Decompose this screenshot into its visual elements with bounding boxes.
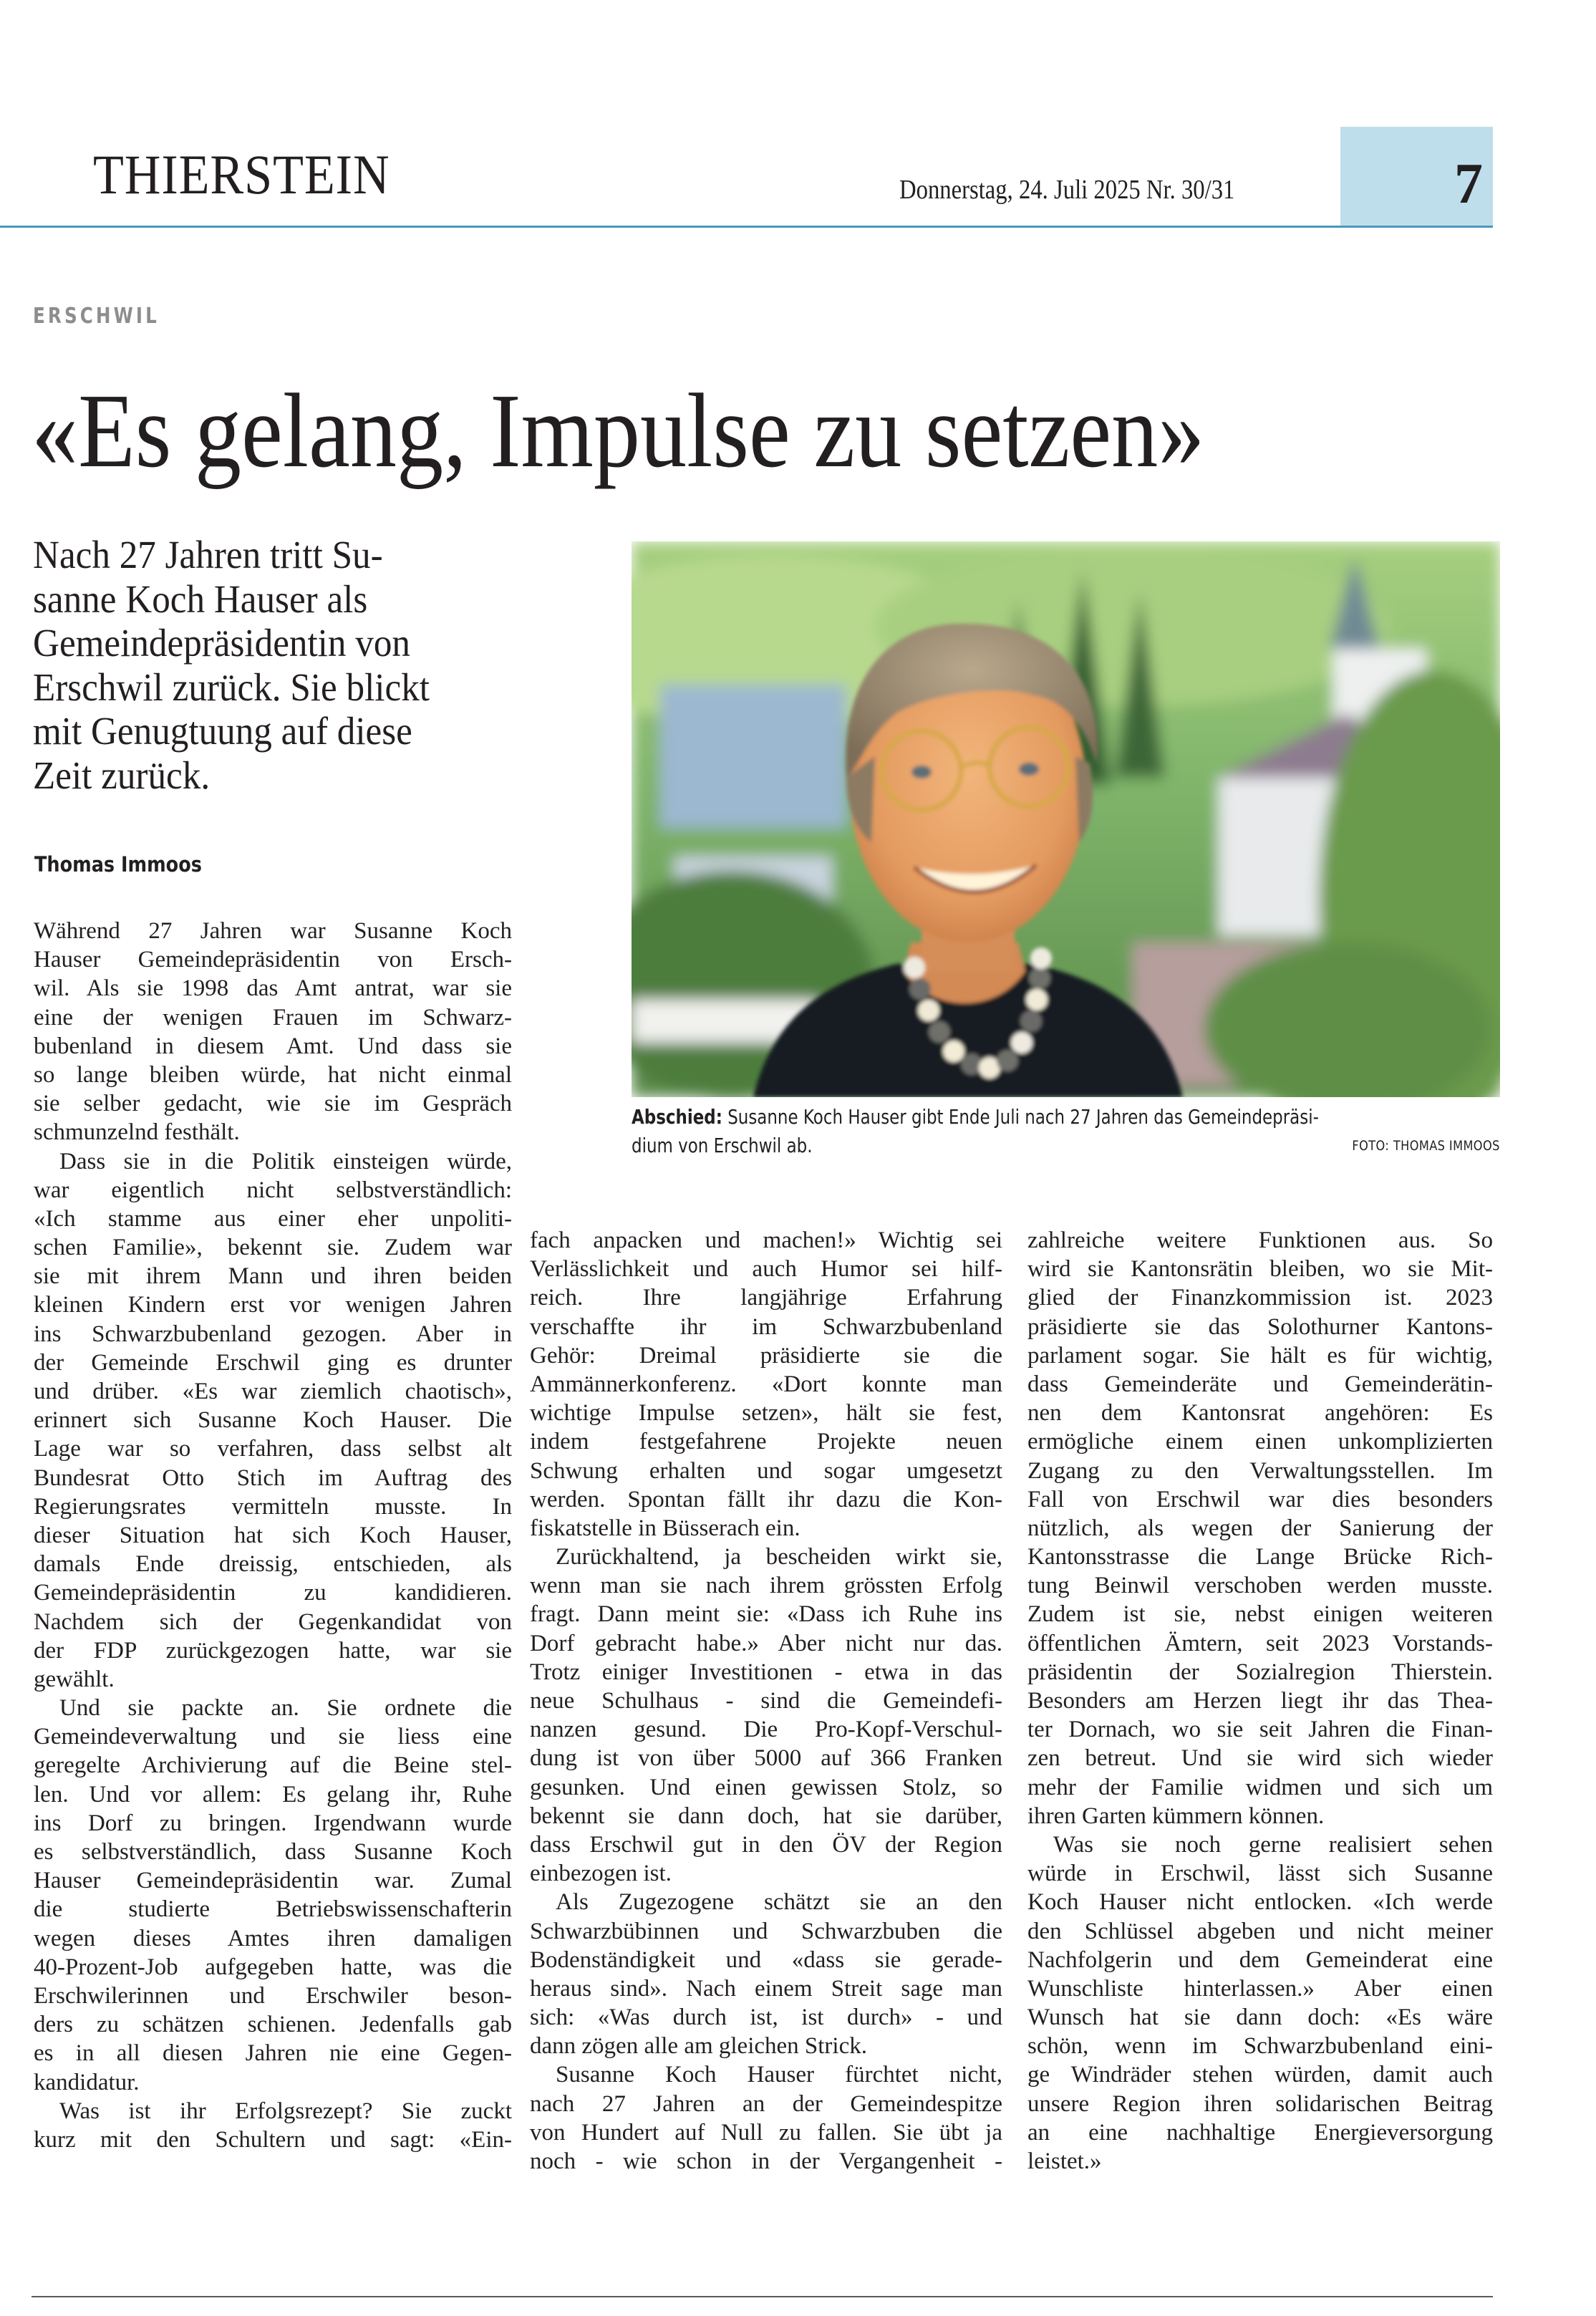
body-line: nach 27 Jahren an der Gemeindespitze <box>530 2090 1002 2117</box>
body-line: wenn man sie nach ihrem grössten Erfolg <box>530 1573 1002 1599</box>
body-line: damals Ende dreissig, entschieden, als <box>34 1551 512 1578</box>
caption-label: Abschied: <box>632 1105 722 1129</box>
body-line: unsere Region ihren solidarischen Beitrag <box>1027 2090 1493 2117</box>
body-line: gesunken. Und einen gewissen Stolz, so <box>530 1774 1002 1800</box>
header-rule <box>0 226 1493 228</box>
body-line: noch - wie schon in der Vergangenheit - <box>530 2148 1002 2174</box>
body-line: dass Gemeinderäte und Gemeinderätin- <box>1027 1371 1493 1397</box>
body-line: kleinen Kindern erst vor wenigen Jahren <box>34 1292 512 1318</box>
body-line: Verlässlichkeit und auch Humor sei hilf- <box>530 1256 1002 1283</box>
author-byline: Thomas Immoos <box>34 852 202 877</box>
body-line: Bundesrat Otto Stich im Auftrag des <box>34 1465 512 1491</box>
body-line: so lange bleiben würde, hat nicht einmal <box>34 1061 512 1088</box>
body-line: Gemeindepräsidentin zu kandidieren. <box>34 1580 512 1606</box>
body-line: geregelte Archivierung auf die Beine stel- <box>34 1752 512 1779</box>
lead-line: Gemeindepräsidentin von <box>33 621 410 665</box>
article-photo <box>632 541 1500 1097</box>
body-line: fiskatstelle in Büsserach ein. <box>530 1515 801 1541</box>
body-line: präsidierte sie das Solothurner Kantons- <box>1027 1313 1493 1340</box>
body-line: ins Schwarzbubenland gezogen. Aber in <box>34 1321 512 1347</box>
article-headline: «Es gelang, Impulse zu setzen» <box>32 372 1205 490</box>
body-line: ins Dorf zu bringen. Irgendwann wurde <box>34 1810 512 1836</box>
body-line: Hauser Gemeindepräsidentin von Ersch- <box>34 947 512 973</box>
body-column-1 <box>34 917 512 2154</box>
body-line: Was sie noch gerne realisiert sehen <box>1053 1831 1493 1858</box>
body-line: Gehör: Dreimal präsidierte sie die <box>530 1342 1002 1369</box>
body-line: war eigentlich nicht selbstverständlich: <box>34 1177 512 1203</box>
issue-date: Donnerstag, 24. Juli 2025 Nr. 30/31 <box>899 175 1235 205</box>
body-line: Nachdem sich der Gegenkandidat von <box>34 1608 512 1635</box>
body-line: der Gemeinde Erschwil ging es drunter <box>34 1349 512 1376</box>
photo-credit: FOTO: THOMAS IMMOOS <box>1352 1138 1500 1154</box>
body-line: Schwung erhalten und sogar umgesetzt <box>530 1457 1002 1484</box>
body-line: fach anpacken und machen!» Wichtig sei <box>530 1227 1002 1253</box>
body-line: heraus sind». Nach einem Streit sage man <box>530 1975 1002 2002</box>
body-line: «Ich stamme aus einer eher unpoliti- <box>34 1205 512 1232</box>
photo-caption <box>632 1103 1500 1160</box>
body-line: Erschwilerinnen und Erschwiler beson- <box>34 1982 512 2009</box>
body-line: Während 27 Jahren war Susanne Koch <box>34 918 512 944</box>
body-line: die studierte Betriebswissenschafterin <box>34 1896 512 1923</box>
body-line: Susanne Koch Hauser fürchtet nicht, <box>556 2062 1002 2088</box>
body-line: Hauser Gemeindepräsidentin war. Zumal <box>34 1868 512 1894</box>
body-line: Ammännerkonferenz. «Dort konnte man <box>530 1371 1002 1397</box>
body-line: schmunzelnd festhält. <box>34 1119 240 1146</box>
body-line: öffentlichen Ämtern, seit 2023 Vorstands- <box>1027 1630 1493 1656</box>
body-line: Was ist ihr Erfolgsrezept? Sie zuckt <box>59 2098 512 2124</box>
body-line: eine der wenigen Frauen im Schwarz- <box>34 1004 512 1031</box>
body-column-2 <box>530 1226 1002 2176</box>
body-line: wegen dieses Amtes ihren damaligen <box>34 1925 512 1951</box>
body-line: Regierungsrates vermitteln musste. In <box>34 1493 512 1520</box>
body-line: Wunsch hat sie dann doch: «Es wäre <box>1027 2004 1493 2031</box>
body-line: Zurückhaltend, ja bescheiden wirkt sie, <box>556 1544 1002 1570</box>
body-line: würde in Erschwil, lässt sich Susanne <box>1027 1861 1493 1887</box>
body-line: dann zögen alle am gleichen Strick. <box>530 2033 867 2060</box>
body-line: nen dem Kantonsrat angehören: Es <box>1027 1400 1493 1427</box>
body-line: Kantonsstrasse die Lange Brücke Rich- <box>1027 1544 1493 1570</box>
body-line: len. Und vor allem: Es gelang ihr, Ruhe <box>34 1781 512 1808</box>
body-line: Bodenständigkeit und «dass sie gerade- <box>530 1946 1002 1973</box>
body-line: Als Zugezogene schätzt sie an den <box>556 1889 1002 1916</box>
body-line: zahlreiche weitere Funktionen aus. So <box>1027 1227 1493 1253</box>
article-lead <box>33 533 548 797</box>
body-line: den Schlüssel abgeben und nicht meiner <box>1027 1918 1493 1944</box>
body-line: dieser Situation hat sich Koch Hauser, <box>34 1522 512 1548</box>
body-line: Gemeindeverwaltung und sie liess eine <box>34 1724 512 1750</box>
body-line: wichtige Impulse setzen», hält sie fest, <box>530 1400 1002 1427</box>
lead-line: Erschwil zurück. Sie blickt <box>33 665 430 709</box>
body-line: schen Familie», bekennt sie. Zudem war <box>34 1235 512 1261</box>
body-line: Koch Hauser nicht entlocken. «Ich werde <box>1027 1889 1493 1916</box>
body-line: an eine nachhaltige Energieversorgung <box>1027 2119 1493 2146</box>
body-line: kurz mit den Schultern und sagt: «Ein- <box>34 2126 512 2153</box>
body-line: bubenland in diesem Amt. Und dass sie <box>34 1033 512 1059</box>
body-line: ermögliche einem einen unkomplizierten <box>1027 1429 1493 1455</box>
body-line: indem festgefahrene Projekte neuen <box>530 1429 1002 1455</box>
body-line: schön, wenn im Schwarzbubenland eini- <box>1027 2033 1493 2060</box>
body-line: Zugang zu den Verwaltungsstellen. Im <box>1027 1457 1493 1484</box>
body-line: nanzen gesund. Die Pro-Kopf-Verschul- <box>530 1717 1002 1743</box>
body-line: und drüber. «Es war ziemlich chaotisch», <box>34 1379 512 1404</box>
body-line: wird sie Kantonsrätin bleiben, wo sie Mit- <box>1027 1256 1493 1283</box>
body-line: ders zu schätzen schienen. Jedenfalls gab <box>34 2012 512 2038</box>
footer-rule <box>32 2296 1493 2297</box>
body-line: nützlich, als wegen der Sanierung der <box>1027 1515 1493 1541</box>
page-number-box <box>1340 127 1493 226</box>
body-line: von Hundert auf Null zu fallen. Sie übt ja <box>530 2119 1002 2146</box>
body-line: ihren Garten kümmern können. <box>1027 1803 1325 1829</box>
body-line: es in all diesen Jahren nie eine Gegen- <box>34 2040 512 2067</box>
body-line: werden. Spontan fällt ihr dazu die Kon- <box>530 1486 1002 1512</box>
body-line: parlament sogar. Sie hält es für wichtig, <box>1027 1342 1493 1369</box>
body-line: fragt. Dann meint sie: «Dass ich Ruhe ins <box>530 1601 1002 1628</box>
section-title: THIERSTEIN <box>93 143 390 206</box>
lead-line: mit Genugtuung auf diese <box>33 709 412 753</box>
page-number: 7 <box>1454 153 1483 216</box>
body-line: neue Schulhaus - sind die Gemeindefi- <box>530 1688 1002 1714</box>
body-line: der FDP zurückgezogen hatte, war sie <box>34 1637 512 1664</box>
body-line: dass Erschwil gut in den ÖV der Region <box>530 1831 1002 1858</box>
body-line: Wunschliste hinterlassen.» Aber einen <box>1027 1975 1493 2002</box>
body-line: Zudem ist sie, nebst einigen weiteren <box>1027 1601 1493 1628</box>
body-line: Nachfolgerin und dem Gemeinderat eine <box>1027 1946 1493 1973</box>
body-line: erinnert sich Susanne Koch Hauser. Die <box>34 1407 512 1434</box>
lead-line: sanne Koch Hauser als <box>33 576 368 621</box>
lead-line: Nach 27 Jahren tritt Su- <box>33 533 383 576</box>
body-line: Lage war so verfahren, dass selbst alt <box>34 1436 512 1462</box>
body-line: Schwarzbübinnen und Schwarzbuben die <box>530 1918 1002 1944</box>
body-line: ter Dornach, wo sie seit Jahren die Finan- <box>1027 1717 1493 1743</box>
body-line: reich. Ihre langjährige Erfahrung <box>530 1285 1002 1311</box>
body-line: ge Windräder stehen würden, damit auch <box>1027 2062 1493 2088</box>
body-line: wil. Als sie 1998 das Amt antrat, war sie <box>34 975 512 1002</box>
body-column-3 <box>1027 1226 1493 2176</box>
caption-text: Susanne Koch Hauser gibt Ende Juli nach 27 Jahren das Gemeindepräsi- <box>722 1105 1319 1129</box>
caption-line <box>632 1103 1344 1132</box>
body-line: Besonders am Herzen liegt ihr das Thea- <box>1027 1688 1493 1714</box>
article-kicker: ERSCHWIL <box>33 304 160 329</box>
lead-line: Zeit zurück. <box>33 753 211 797</box>
body-line: Fall von Erschwil war dies besonders <box>1027 1486 1493 1512</box>
body-line: sie selber gedacht, wie sie im Gespräch <box>34 1091 512 1117</box>
body-line: 40-Prozent-Job aufgegeben hatte, was die <box>34 1954 512 1980</box>
body-line: Dorf gebracht habe.» Aber nicht nur das. <box>530 1630 1002 1656</box>
body-line: gewählt. <box>34 1666 115 1692</box>
body-line: Und sie packte an. Sie ordnete die <box>59 1695 512 1722</box>
body-line: zen betreut. Und sie wird sich wieder <box>1027 1745 1493 1772</box>
body-line: präsidentin der Sozialregion Thierstein. <box>1027 1659 1493 1685</box>
body-line: bekennt sie dann doch, hat sie darüber, <box>530 1803 1002 1829</box>
body-line: es selbstverständlich, dass Susanne Koch <box>34 1839 512 1865</box>
body-line: Trotz einiger Investitionen - etwa in das <box>530 1659 1002 1685</box>
body-line: verschaffte ihr im Schwarzbubenland <box>530 1313 1002 1340</box>
body-line: mehr der Familie widmen und sich um <box>1027 1774 1493 1800</box>
body-line: dung ist von über 5000 auf 366 Franken <box>530 1745 1002 1772</box>
body-line: einbezogen ist. <box>530 1861 672 1887</box>
body-line: kandidatur. <box>34 2069 140 2095</box>
body-line: leistet.» <box>1027 2148 1102 2174</box>
body-line: tung Beinwil verschoben werden musste. <box>1027 1573 1493 1599</box>
body-line: sich: «Was durch ist, ist durch» - und <box>530 2004 1002 2031</box>
body-line: sie mit ihrem Mann und ihren beiden <box>34 1263 512 1290</box>
body-line: glied der Finanzkommission ist. 2023 <box>1027 1285 1493 1311</box>
body-line: Dass sie in die Politik einsteigen würde, <box>59 1148 512 1174</box>
caption-line: dium von Erschwil ab. <box>632 1134 813 1157</box>
